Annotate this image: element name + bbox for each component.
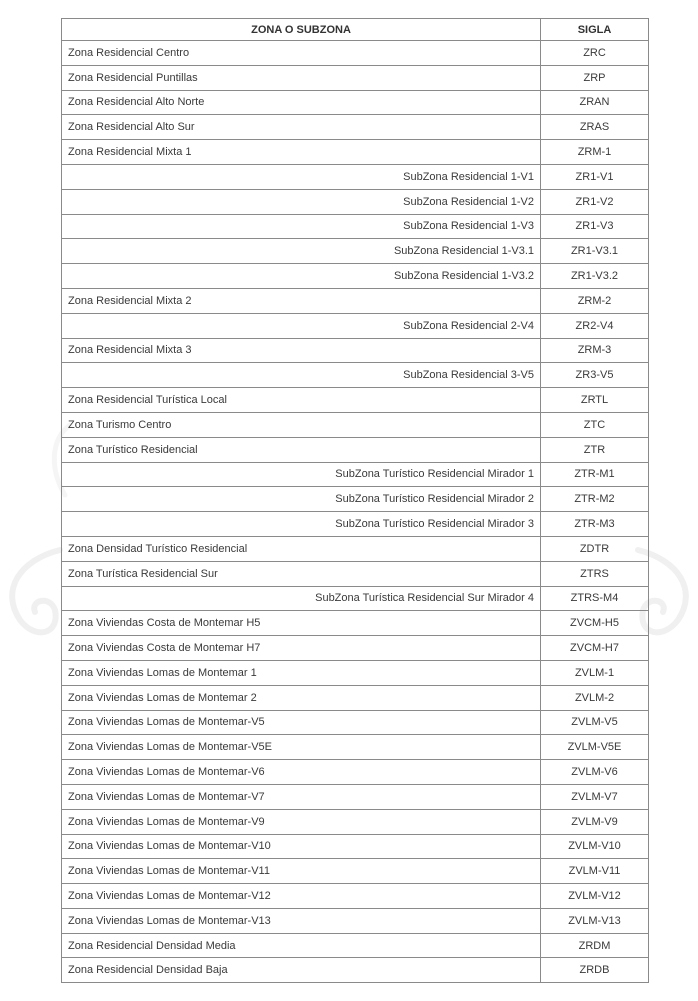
table-row-zone <box>62 140 649 165</box>
table-row-subzone <box>62 363 649 388</box>
table-row-zone <box>62 809 649 834</box>
sigla-cell: ZR1-V2 <box>541 189 649 214</box>
sigla-cell: ZRDM <box>541 933 649 958</box>
table-row-subzone <box>62 189 649 214</box>
subzone-name-cell: SubZona Residencial 2-V4 <box>62 313 541 338</box>
table-row-zone <box>62 65 649 90</box>
sigla-cell: ZRAN <box>541 90 649 115</box>
subzone-name-cell: SubZona Turística Residencial Sur Mirador 4 <box>62 586 541 611</box>
table-row-zone <box>62 561 649 586</box>
sigla-cell: ZRP <box>541 65 649 90</box>
sigla-cell: ZTC <box>541 412 649 437</box>
subzone-name-cell: SubZona Residencial 1-V3.1 <box>62 239 541 264</box>
table-row-zone <box>62 685 649 710</box>
subzone-name-cell: SubZona Turístico Residencial Mirador 3 <box>62 512 541 537</box>
table-row-zone <box>62 636 649 661</box>
zone-name-cell: Zona Viviendas Lomas de Montemar-V5 <box>62 710 541 735</box>
zone-name-cell: Zona Turística Residencial Sur <box>62 561 541 586</box>
sigla-cell: ZTR-M1 <box>541 462 649 487</box>
sigla-cell: ZR1-V1 <box>541 164 649 189</box>
sigla-cell: ZR3-V5 <box>541 363 649 388</box>
zone-name-cell: Zona Turístico Residencial <box>62 437 541 462</box>
table-row-subzone <box>62 512 649 537</box>
zone-name-cell: Zona Viviendas Lomas de Montemar 1 <box>62 660 541 685</box>
zone-name-cell: Zona Viviendas Lomas de Montemar-V9 <box>62 809 541 834</box>
table-row-subzone <box>62 462 649 487</box>
table-row-zone <box>62 41 649 66</box>
watermark-ornament-left-icon <box>0 540 70 650</box>
sigla-cell: ZVLM-V11 <box>541 859 649 884</box>
zone-name-cell: Zona Residencial Densidad Media <box>62 933 541 958</box>
table-row-zone <box>62 288 649 313</box>
sigla-cell: ZR2-V4 <box>541 313 649 338</box>
subzone-name-cell: SubZona Turístico Residencial Mirador 2 <box>62 487 541 512</box>
sigla-cell: ZVLM-V6 <box>541 760 649 785</box>
subzone-name-cell: SubZona Residencial 1-V1 <box>62 164 541 189</box>
sigla-cell: ZVLM-V13 <box>541 908 649 933</box>
sigla-cell: ZTR-M3 <box>541 512 649 537</box>
zone-name-cell: Zona Residencial Turística Local <box>62 388 541 413</box>
table-row-zone <box>62 90 649 115</box>
table-row-zone <box>62 784 649 809</box>
table-body <box>62 41 649 983</box>
zone-name-cell: Zona Viviendas Lomas de Montemar-V13 <box>62 908 541 933</box>
zone-name-cell: Zona Viviendas Lomas de Montemar-V11 <box>62 859 541 884</box>
table-row-subzone <box>62 214 649 239</box>
table-row-subzone <box>62 164 649 189</box>
table-row-zone <box>62 660 649 685</box>
sigla-cell: ZRC <box>541 41 649 66</box>
sigla-cell: ZVLM-V10 <box>541 834 649 859</box>
sigla-cell: ZR1-V3.2 <box>541 264 649 289</box>
subzone-name-cell: SubZona Residencial 1-V3.2 <box>62 264 541 289</box>
table-row-zone <box>62 611 649 636</box>
subzone-name-cell: SubZona Turístico Residencial Mirador 1 <box>62 462 541 487</box>
zone-name-cell: Zona Viviendas Costa de Montemar H7 <box>62 636 541 661</box>
table-row-zone <box>62 388 649 413</box>
sigla-cell: ZVLM-2 <box>541 685 649 710</box>
table-row-subzone <box>62 239 649 264</box>
table-row-zone <box>62 859 649 884</box>
zone-name-cell: Zona Residencial Mixta 1 <box>62 140 541 165</box>
table-row-subzone <box>62 586 649 611</box>
zone-name-cell: Zona Viviendas Lomas de Montemar 2 <box>62 685 541 710</box>
sigla-cell: ZR1-V3.1 <box>541 239 649 264</box>
column-header-zone: ZONA O SUBZONA <box>62 19 541 41</box>
table-row-zone <box>62 933 649 958</box>
sigla-cell: ZRM-2 <box>541 288 649 313</box>
table-row-zone <box>62 437 649 462</box>
sigla-cell: ZR1-V3 <box>541 214 649 239</box>
zone-name-cell: Zona Residencial Alto Sur <box>62 115 541 140</box>
table-row-zone <box>62 908 649 933</box>
zone-name-cell: Zona Residencial Centro <box>62 41 541 66</box>
table-row-zone <box>62 412 649 437</box>
zone-name-cell: Zona Densidad Turístico Residencial <box>62 536 541 561</box>
zones-table <box>61 18 649 983</box>
sigla-cell: ZVLM-V12 <box>541 884 649 909</box>
table-row-subzone <box>62 264 649 289</box>
sigla-cell: ZVLM-V5 <box>541 710 649 735</box>
zone-name-cell: Zona Turismo Centro <box>62 412 541 437</box>
zone-name-cell: Zona Viviendas Lomas de Montemar-V10 <box>62 834 541 859</box>
table-row-zone <box>62 760 649 785</box>
sigla-cell: ZRM-1 <box>541 140 649 165</box>
sigla-cell: ZRM-3 <box>541 338 649 363</box>
subzone-name-cell: SubZona Residencial 3-V5 <box>62 363 541 388</box>
zone-name-cell: Zona Residencial Puntillas <box>62 65 541 90</box>
sigla-cell: ZVLM-V9 <box>541 809 649 834</box>
table-row-zone <box>62 834 649 859</box>
zone-name-cell: Zona Viviendas Lomas de Montemar-V5E <box>62 735 541 760</box>
sigla-cell: ZRDB <box>541 958 649 983</box>
table-row-zone <box>62 710 649 735</box>
zone-name-cell: Zona Residencial Mixta 2 <box>62 288 541 313</box>
table-row-zone <box>62 884 649 909</box>
sigla-cell: ZVLM-V5E <box>541 735 649 760</box>
sigla-cell: ZVCM-H5 <box>541 611 649 636</box>
sigla-cell: ZRTL <box>541 388 649 413</box>
zone-name-cell: Zona Residencial Mixta 3 <box>62 338 541 363</box>
table-header-row <box>62 19 649 41</box>
table-row-zone <box>62 536 649 561</box>
sigla-cell: ZDTR <box>541 536 649 561</box>
zone-name-cell: Zona Viviendas Lomas de Montemar-V7 <box>62 784 541 809</box>
column-header-sigla: SIGLA <box>541 19 649 41</box>
zone-name-cell: Zona Viviendas Lomas de Montemar-V6 <box>62 760 541 785</box>
table-row-subzone <box>62 313 649 338</box>
sigla-cell: ZTR <box>541 437 649 462</box>
sigla-cell: ZVCM-H7 <box>541 636 649 661</box>
sigla-cell: ZRAS <box>541 115 649 140</box>
sigla-cell: ZTRS <box>541 561 649 586</box>
table-row-zone <box>62 735 649 760</box>
subzone-name-cell: SubZona Residencial 1-V3 <box>62 214 541 239</box>
sigla-cell: ZTR-M2 <box>541 487 649 512</box>
subzone-name-cell: SubZona Residencial 1-V2 <box>62 189 541 214</box>
sigla-cell: ZVLM-1 <box>541 660 649 685</box>
zone-name-cell: Zona Residencial Alto Norte <box>62 90 541 115</box>
zone-name-cell: Zona Viviendas Costa de Montemar H5 <box>62 611 541 636</box>
zone-name-cell: Zona Residencial Densidad Baja <box>62 958 541 983</box>
table-row-subzone <box>62 487 649 512</box>
sigla-cell: ZTRS-M4 <box>541 586 649 611</box>
table-row-zone <box>62 115 649 140</box>
table-row-zone <box>62 958 649 983</box>
sigla-cell: ZVLM-V7 <box>541 784 649 809</box>
table-row-zone <box>62 338 649 363</box>
zone-name-cell: Zona Viviendas Lomas de Montemar-V12 <box>62 884 541 909</box>
